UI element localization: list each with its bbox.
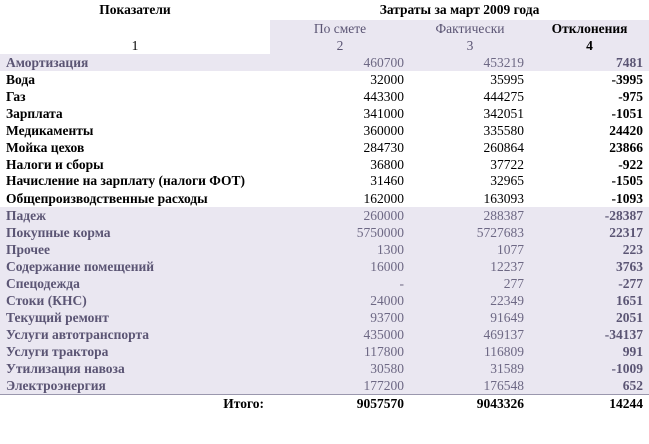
header-indicator: Показатели [0, 0, 270, 20]
row-plan: 360000 [270, 122, 410, 139]
row-plan: 16000 [270, 258, 410, 275]
row-deviation: -1009 [530, 360, 649, 377]
table-row [0, 54, 649, 71]
row-deviation: -3995 [530, 71, 649, 88]
header-num-fact: 3 [410, 37, 530, 54]
row-name: Медикаменты [0, 122, 270, 139]
row-fact: 91649 [410, 309, 530, 326]
table-row [0, 105, 649, 122]
table-row [0, 275, 649, 292]
row-fact: 453219 [410, 54, 530, 71]
row-name: Содержание помещений [0, 258, 270, 275]
row-name: Электроэнергия [0, 377, 270, 395]
row-plan: 5750000 [270, 224, 410, 241]
table-row [0, 360, 649, 377]
table-row [0, 139, 649, 156]
row-name: Стоки (КНС) [0, 292, 270, 309]
row-plan: 31460 [270, 173, 410, 190]
total-fact: 9043326 [410, 395, 530, 414]
row-deviation: -28387 [530, 207, 649, 224]
table-row [0, 326, 649, 343]
header-costs-title: Затраты за март 2009 года [270, 0, 649, 20]
row-plan: 284730 [270, 139, 410, 156]
row-plan: 260000 [270, 207, 410, 224]
row-plan: 93700 [270, 309, 410, 326]
row-plan: 117800 [270, 343, 410, 360]
table-row [0, 207, 649, 224]
row-deviation: 2051 [530, 309, 649, 326]
row-fact: 31589 [410, 360, 530, 377]
row-fact: 277 [410, 275, 530, 292]
header-indicator-blank [0, 20, 270, 37]
table-row [0, 258, 649, 275]
row-name: Услуги трактора [0, 343, 270, 360]
total-label: Итого: [0, 395, 270, 414]
row-name: Налоги и сборы [0, 156, 270, 173]
row-plan: 435000 [270, 326, 410, 343]
row-name: Зарплата [0, 105, 270, 122]
header-deviation: Отклонения [530, 20, 649, 37]
row-deviation: 22317 [530, 224, 649, 241]
row-name: Утилизация навоза [0, 360, 270, 377]
row-fact: 469137 [410, 326, 530, 343]
header-num-plan: 2 [270, 37, 410, 54]
row-fact: 163093 [410, 190, 530, 207]
row-plan: 341000 [270, 105, 410, 122]
table-row [0, 241, 649, 258]
row-plan: 24000 [270, 292, 410, 309]
row-fact: 37722 [410, 156, 530, 173]
row-name: Вода [0, 71, 270, 88]
row-name: Общепроизводственные расходы [0, 190, 270, 207]
row-deviation: 24420 [530, 122, 649, 139]
row-fact: 288387 [410, 207, 530, 224]
header-num-indicator: 1 [0, 37, 270, 54]
row-name: Спецодежда [0, 275, 270, 292]
total-row [0, 395, 649, 414]
row-plan: 443300 [270, 88, 410, 105]
row-name: Мойка цехов [0, 139, 270, 156]
row-fact: 1077 [410, 241, 530, 258]
row-plan: 460700 [270, 54, 410, 71]
row-fact: 260864 [410, 139, 530, 156]
row-plan: 36800 [270, 156, 410, 173]
row-deviation: -975 [530, 88, 649, 105]
row-fact: 12237 [410, 258, 530, 275]
row-name: Падеж [0, 207, 270, 224]
row-plan: 177200 [270, 377, 410, 395]
table-row [0, 377, 649, 395]
row-deviation: 223 [530, 241, 649, 258]
row-deviation: 1651 [530, 292, 649, 309]
table-row [0, 190, 649, 207]
table-row [0, 309, 649, 326]
row-name: Начисление на зарплату (налоги ФОТ) [0, 173, 270, 190]
table-row [0, 71, 649, 88]
row-name: Текущий ремонт [0, 309, 270, 326]
row-plan: 30580 [270, 360, 410, 377]
row-deviation: 7481 [530, 54, 649, 71]
row-plan: 32000 [270, 71, 410, 88]
row-fact: 5727683 [410, 224, 530, 241]
row-deviation: -1051 [530, 105, 649, 122]
row-deviation: 652 [530, 377, 649, 395]
row-deviation: -922 [530, 156, 649, 173]
row-deviation: -1505 [530, 173, 649, 190]
row-deviation: -34137 [530, 326, 649, 343]
row-fact: 444275 [410, 88, 530, 105]
row-fact: 176548 [410, 377, 530, 395]
header-plan: По смете [270, 20, 410, 37]
row-fact: 335580 [410, 122, 530, 139]
total-deviation: 14244 [530, 395, 649, 414]
row-plan: 162000 [270, 190, 410, 207]
table-row [0, 292, 649, 309]
row-plan: 1300 [270, 241, 410, 258]
row-fact: 116809 [410, 343, 530, 360]
header-num-deviation: 4 [530, 37, 649, 54]
row-fact: 35995 [410, 71, 530, 88]
row-fact: 32965 [410, 173, 530, 190]
row-name: Амортизация [0, 54, 270, 71]
row-plan: - [270, 275, 410, 292]
row-deviation: 3763 [530, 258, 649, 275]
row-name: Газ [0, 88, 270, 105]
row-fact: 342051 [410, 105, 530, 122]
row-name: Покупные корма [0, 224, 270, 241]
row-deviation: -1093 [530, 190, 649, 207]
row-deviation: -277 [530, 275, 649, 292]
table-row [0, 122, 649, 139]
total-plan: 9057570 [270, 395, 410, 414]
table-row [0, 156, 649, 173]
table-row [0, 224, 649, 241]
row-deviation: 23866 [530, 139, 649, 156]
row-name: Услуги автотранспорта [0, 326, 270, 343]
table-row [0, 173, 649, 190]
table-row [0, 343, 649, 360]
row-deviation: 991 [530, 343, 649, 360]
row-name: Прочее [0, 241, 270, 258]
table-row [0, 88, 649, 105]
header-fact: Фактически [410, 20, 530, 37]
row-fact: 22349 [410, 292, 530, 309]
